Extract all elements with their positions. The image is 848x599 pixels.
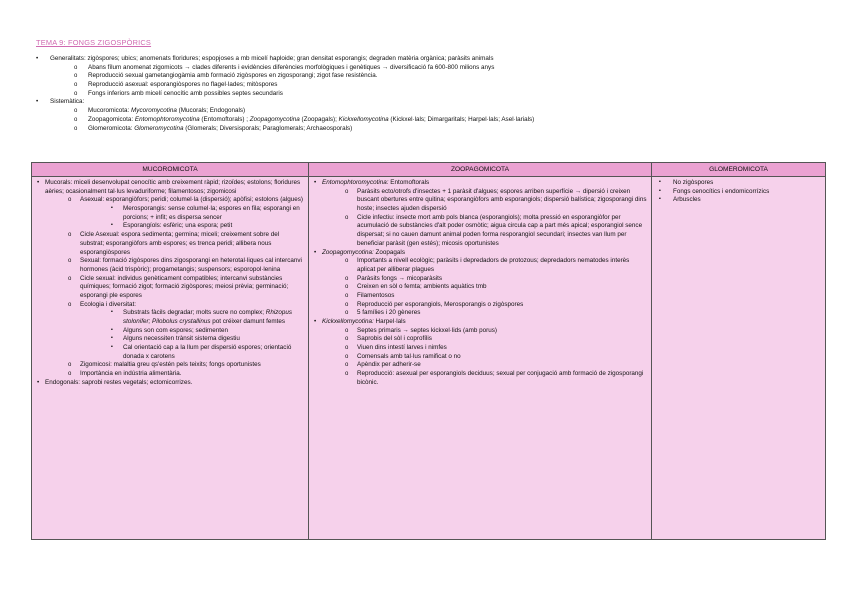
list-item: o Saprobis del sòl i coprofílis: [312, 335, 648, 344]
sistematica-sub-item: o Zoopagomicota: Entomophtoromycotina (Entomoftorals) ; Zoopagomycotina (Zoopagals); Kickxellomycotina (Kickxel·lals; Dimargaritals; Harpel·lals; Asel·larials): [36, 116, 816, 125]
list-item: • Entomophtoromycotina: Entomoftorals: [312, 179, 648, 188]
generalitats-sub-item: o Abans fílum anomenat zigomicots → clades diferents i evidències diferències morfològiques i genètiques → diversificació fa 600-800 milions anys: [36, 64, 816, 73]
list-item: • Kickxellomycotina: Harpel·lals: [312, 318, 648, 327]
sistematica-item: • Sistemàtica:: [36, 98, 816, 107]
list-item: o Creixen en sòl o femta; ambients aquàtics tmb: [312, 283, 648, 292]
cell-mucoromicota: [32, 177, 309, 540]
list-item: ▪ Alguns necessiten trànsit sistema digestiu: [35, 335, 305, 344]
list-item: ▪ Arbuscles: [655, 196, 822, 205]
list-item: o Asexual: esporangiòfors; peridi; columel·la (dispersió); apòfisi; estolons (algues): [35, 196, 305, 205]
list-item: o Importants a nivell ecològic; paràsits i depredadors de protozous; depredadors nematodes interès aplicat per alliberar plagues: [312, 257, 648, 274]
list-item: • Zoopagomycotina: Zoopagals: [312, 249, 648, 258]
header-glomeromicota: GLOMEROMICOTA: [652, 163, 826, 177]
intro-section: [36, 55, 816, 133]
list-item: o Ecologia i diversitat:: [35, 301, 305, 310]
generalitats-item: • Generalitats: zigòspores; ubics; anomenats floridures; espopjoses a mb micelí haploide; gran densitat esporangis; degraden matèria orgànica; paràsits animals: [36, 55, 816, 64]
list-item: o Cicle Asexual: espora sedimenta; germina; miceli; creixement sobre del substrat; esporangiòfors amb espores; es trenca peridi; allibera nous esporangiòspores: [35, 231, 305, 257]
list-item: o Importància en indústria alimentària.: [35, 370, 305, 379]
list-item: ▪ No zigòspores: [655, 179, 822, 188]
cell-zoopagomicota: [309, 177, 652, 540]
list-item: ▪ Fongs cenocítics i endomicorrízics: [655, 188, 822, 197]
cell-glomeromicota: [652, 177, 826, 540]
sistematica-sub-item: o Glomeromicota: Glomeromycotina (Glomerals; Diversisporals; Paraglomerals; Archaeosporals): [36, 125, 816, 134]
generalitats-sub-item: o Reproducció sexual gametangiogàmia amb formació zigòspores en zigosporangi; zigot fase resistència.: [36, 72, 816, 81]
header-zoopagomicota: ZOOPAGOMICOTA: [309, 163, 652, 177]
list-item: ▪ Alguns son com espores; sedimenten: [35, 327, 305, 336]
list-item: o Filamentosos: [312, 292, 648, 301]
list-item: ▪ Cal orientació cap a la llum per dispersió espores; orientació donada x carotens: [35, 344, 305, 361]
list-item: o Apèndix per adherir-se: [312, 361, 648, 370]
generalitats-sub-item: o Fongs inferiors amb micelí cenocític amb possibles septes secundaris: [36, 90, 816, 99]
list-item: o Reproducció: asexual per esporangiols deciduus; sexual per conjugació amb formació de zigosporangi bicònic.: [312, 370, 648, 387]
list-item: • Endogonals: saprobi restes vegetals; ectomicorrizes.: [35, 379, 305, 388]
comparison-table: [31, 162, 826, 540]
list-item: o Sexual: formació zigòspores dins zigosporangi en heterotal·liques cal intercanvi hormones (àcid trispòric); progametangis; suspensors; esporopol·lenina: [35, 257, 305, 274]
list-item: ▪ Merosporangis: sense columel·la; espores en fila; esporangi en porcions; + infit; es dispersa sencer: [35, 205, 305, 222]
list-item: o 5 famílies i 20 gèneres: [312, 309, 648, 318]
list-item: o Paràsits ecto/otrofs d'insectes + 1 paràsit d'algues; espores arriben superfície → dipersió i creixen buscant obertures entre quitina; esporangiòfors amb esporangiols; dispersió balística; zigosporangi dins hoste; insectes ajuden dispersió: [312, 188, 648, 214]
list-item: o Cicle sexual: individus genèticament compatibles; intercanvi substàncies químiques; formació zigot; formació zigòspores; meiosi prèvia; germinació; esporangi ple espores: [35, 275, 305, 301]
header-mucoromicota: MUCOROMICOTA: [32, 163, 309, 177]
list-item: o Paràsits fongs → micoparàsits: [312, 275, 648, 284]
list-item: o Viuen dins intestí larves i nimfes: [312, 344, 648, 353]
list-item: • Mucorals: miceli desenvolupat cenocític amb creixement ràpid; rizoïdes; estolons; floridures aèries; ocasionalment tal·lus levaduriforme; filamentosos; zigomicosi: [35, 179, 305, 196]
list-item: o Reproducció per esporangiols, Merosporangis o zigòspores: [312, 301, 648, 310]
sistematica-sub-item: o Mucoromicota: Mycoromycotina (Mucorals; Endogonals): [36, 107, 816, 116]
list-item: o Zigomicosi: malaltia greu qs'estén pels teixits; fongs oportunistes: [35, 361, 305, 370]
list-item: ▪ Esporangíols: esfèric; una espora; petit: [35, 222, 305, 231]
page-title: TEMA 9: FONGS ZIGOSPÒRICS: [36, 38, 152, 47]
generalitats-sub-item: o Reproducció asexual: esporangiòspores no flagel·lades; mitòspores: [36, 81, 816, 90]
list-item: o Comensals amb tal·lus ramificat o no: [312, 353, 648, 362]
list-item: ▪ Substrats fàcils degradar; molts sucre no complex; Rhizopus stolonifer; Pilobolus crystallinus pot créixer damunt femtes: [35, 309, 305, 326]
list-item: o Septes primaris → septes kickxel·lids (amb porus): [312, 327, 648, 336]
list-item: o Cicle infectiu: insecte mort amb pols blanca (esporangiols); molta pressió en esporangiòfor per acumulació de substàncies d'alt poder osmòtic; aigua circula cap a part més apical; esporangiol sence dispersat; si no cauen damunt animal poden forma resporangiol secundari; insectes van llum per beneficiar paràsit (gen estés); micosis oportunistes: [312, 214, 648, 249]
